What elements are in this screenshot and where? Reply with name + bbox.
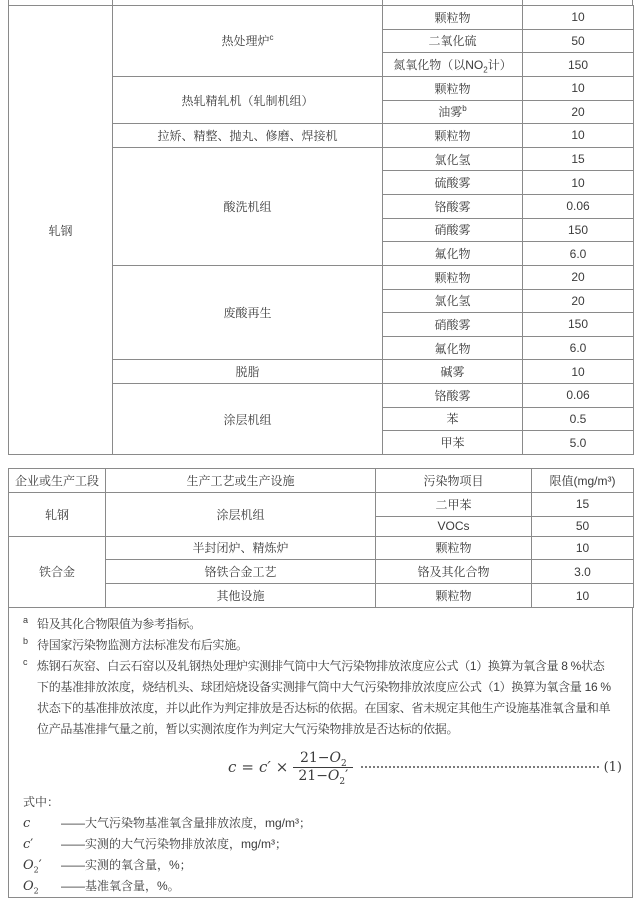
- process-cell: 半封闭炉、精炼炉: [106, 536, 376, 560]
- emission-limits-table: [8, 468, 634, 608]
- limit-cell: 150: [523, 313, 634, 337]
- limit-cell: 150: [523, 53, 634, 77]
- limit-cell: 20: [523, 289, 634, 313]
- footnote-marker: b: [23, 636, 29, 646]
- pollutant-cell: 铬及其化合物: [376, 560, 532, 584]
- footnote-text: 炼钢石灰窑、白云石窑以及轧钢热处理炉实测排气筒中大气污染物排放浓度应公式（1）换算为氧含量 8 %状态 下的基准排放浓度，烧结机头、球团焙烧设备实测排气筒中大气污染物排放浓度应公式（1）换算为氧含量 16 % 状态下的基准排放浓度，并以此作为判定排放是否达标的依据。在国家、省未规定其他生产设施基准氧含量和单 位产品基准排气量之前，暂以实测浓度作为判定大气污染物排放是否达标的依据。: [37, 659, 611, 736]
- pollutant-cell: 碱雾: [383, 360, 523, 384]
- process-cell: 热轧精轧机（轧制机组）: [113, 76, 383, 123]
- pollutant-cell: 氮氧化物（以$NO_2$计）: [383, 53, 523, 77]
- pollutant-cell: 铬酸雾: [383, 195, 523, 219]
- pollutant-cell: 氟化物: [383, 336, 523, 360]
- pollutant-cell: 氯化氢: [383, 147, 523, 171]
- table-header-row: [9, 469, 634, 493]
- limit-cell: 10: [523, 171, 634, 195]
- variable-symbol: $O_2$: [23, 879, 39, 896]
- definition-c: [23, 813, 622, 834]
- variable-symbol: c′: [23, 837, 34, 852]
- limit-cell: 0.06: [523, 384, 634, 408]
- pollutant-cell: VOCs: [376, 516, 532, 536]
- section-cell: 铁合金: [9, 536, 106, 608]
- pollutant-cell: 甲苯: [383, 431, 523, 455]
- definition-o2: [23, 876, 622, 897]
- limit-cell: 15: [532, 492, 634, 516]
- limit-cell: 10: [523, 124, 634, 148]
- footnote-text: 待国家污染物监测方法标准发布后实施。: [37, 638, 248, 652]
- table-row: [9, 6, 634, 30]
- footnote-ref: c: [269, 33, 274, 43]
- limit-cell: 6.0: [523, 336, 634, 360]
- pollutant-cell: 颗粒物: [383, 6, 523, 30]
- pollutant-cell: 颗粒物: [383, 265, 523, 289]
- limit-cell: 50: [523, 29, 634, 53]
- pollutant-cell: 颗粒物: [376, 536, 532, 560]
- definition-o2-prime: [23, 855, 622, 876]
- limit-cell: 0.5: [523, 407, 634, 431]
- process-cell: 酸洗机组: [113, 147, 383, 265]
- limit-cell: 10: [523, 6, 634, 30]
- process-cell: 废酸再生: [113, 265, 383, 360]
- limit-cell: 50: [532, 516, 634, 536]
- limit-cell: 10: [523, 360, 634, 384]
- footnote-box: [8, 608, 633, 898]
- formula-fraction: $\frac{21-O_2}{21-O_2'}$: [293, 750, 353, 785]
- limit-cell: 0.06: [523, 195, 634, 219]
- pollutant-cell: 硝酸雾: [383, 218, 523, 242]
- pollutant-cell: 颗粒物: [376, 584, 532, 608]
- limit-cell: 5.0: [523, 431, 634, 455]
- variable-description: ——实测的氧含量，%；: [61, 858, 192, 872]
- formula: [23, 744, 622, 790]
- process-cell: 涂层机组: [106, 492, 376, 536]
- pollutant-cell: 二氧化硫: [383, 29, 523, 53]
- footnote-marker: a: [23, 615, 29, 625]
- section-cell: 轧钢: [9, 492, 106, 536]
- pollutant-cell: 氟化物: [383, 242, 523, 266]
- column-header-section: 企业或生产工段: [9, 469, 106, 493]
- formula-intro: 式中：: [23, 795, 60, 809]
- column-header-pollutant: 污染物项目: [376, 469, 532, 493]
- variable-description: ——大气污染物基准氧含量排放浓度，mg/m³；: [61, 816, 311, 830]
- process-cell: 其他设施: [106, 584, 376, 608]
- limit-cell: 10: [532, 584, 634, 608]
- limit-cell: 3.0: [532, 560, 634, 584]
- limit-cell: 20: [523, 265, 634, 289]
- limit-cell: 10: [523, 76, 634, 100]
- process-cell: 拉矫、精整、抛丸、修磨、焊接机: [113, 124, 383, 148]
- process-cell: 涂层机组: [113, 384, 383, 455]
- limit-cell: 6.0: [523, 242, 634, 266]
- table-row: [9, 536, 634, 560]
- pollutant-cell: 颗粒物: [383, 124, 523, 148]
- variable-symbol: c: [23, 816, 31, 831]
- variable-description: ——基准氧含量，%。: [61, 879, 180, 893]
- pollutant-cell: 颗粒物: [383, 76, 523, 100]
- definition-c-prime: [23, 834, 622, 855]
- pollutant-cell: 苯: [383, 407, 523, 431]
- emission-limits-table-continued: [8, 5, 634, 455]
- limit-cell: 20: [523, 100, 634, 124]
- formula-equation: c = c′ × $\frac{21-O_2}{21-O_2'}$: [228, 750, 353, 785]
- process-cell: 热处理炉$^c$: [113, 6, 383, 77]
- column-header-limit: 限值(mg/m³): [532, 469, 634, 493]
- footnote-a: [23, 614, 622, 635]
- process-cell: 脱脂: [113, 360, 383, 384]
- formula-number: (1): [603, 759, 622, 775]
- column-header-process: 生产工艺或生产设施: [106, 469, 376, 493]
- footnote-marker: c: [23, 657, 28, 667]
- pollutant-cell: 硫酸雾: [383, 171, 523, 195]
- pollutant-cell: 氯化氢: [383, 289, 523, 313]
- limit-cell: 10: [532, 536, 634, 560]
- table-row: [9, 492, 634, 516]
- limit-cell: 15: [523, 147, 634, 171]
- variable-symbol: $O_2'$: [23, 858, 42, 875]
- pollutant-cell: 油雾$^b$: [383, 100, 523, 124]
- process-cell: 铬铁合金工艺: [106, 560, 376, 584]
- dot-leader: [361, 766, 598, 768]
- footnote-text: 铅及其化合物限值为参考指标。: [37, 617, 201, 631]
- chemical-subscript: 2: [483, 65, 488, 75]
- pollutant-cell: 硝酸雾: [383, 313, 523, 337]
- footnote-c: [23, 656, 622, 740]
- footnote-ref: b: [462, 104, 467, 114]
- variable-description: ——实测的大气污染物排放浓度，mg/m³；: [61, 837, 287, 851]
- footnote-b: [23, 635, 622, 656]
- limit-cell: 150: [523, 218, 634, 242]
- pollutant-cell: 铬酸雾: [383, 384, 523, 408]
- section-cell: 轧钢: [9, 6, 113, 455]
- pollutant-cell: 二甲苯: [376, 492, 532, 516]
